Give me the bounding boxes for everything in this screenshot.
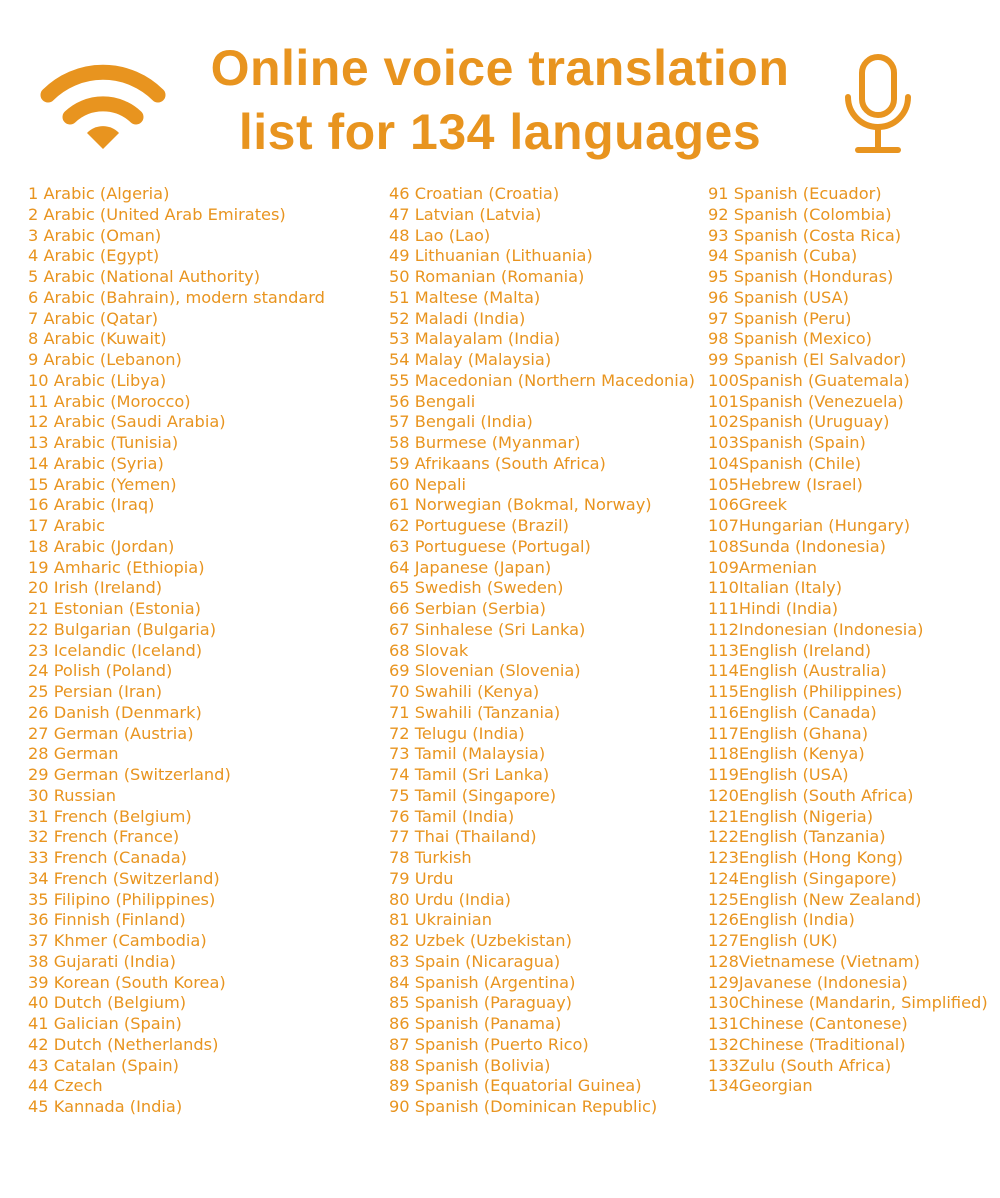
language-item: 38 Gujarati (India) (28, 951, 176, 971)
language-item: 73 Tamil (Malaysia) (389, 744, 546, 764)
language-item: 15 Arabic (Yemen) (28, 474, 177, 494)
page-title (140, 36, 860, 164)
language-item: 98 Spanish (Mexico) (708, 329, 872, 349)
language-item: 85 Spanish (Paraguay) (389, 993, 573, 1013)
language-item: 2 Arabic (United Arab Emirates) (28, 204, 286, 224)
language-item: 122English (Tanzania) (708, 827, 886, 847)
language-item: 46 Croatian (Croatia) (389, 184, 560, 203)
language-item: 132Chinese (Traditional) (708, 1034, 906, 1054)
title-line-1: Online voice translation (210, 40, 790, 96)
language-item: 88 Spanish (Bolivia) (389, 1055, 551, 1075)
language-item: 97 Spanish (Peru) (708, 308, 852, 328)
language-item: 77 Thai (Thailand) (389, 827, 537, 847)
language-item: 1 Arabic (Algeria) (28, 184, 170, 203)
language-item: 4 Arabic (Egypt) (28, 246, 160, 266)
language-item: 7 Arabic (Qatar) (28, 308, 159, 328)
language-item: 104Spanish (Chile) (708, 453, 862, 473)
microphone-icon (842, 52, 914, 157)
language-item: 3 Arabic (Oman) (28, 225, 162, 245)
language-item: 56 Bengali (389, 391, 476, 411)
language-item: 119English (USA) (708, 765, 849, 784)
language-item: 75 Tamil (Singapore) (389, 785, 557, 805)
language-item: 127English (UK) (708, 931, 838, 950)
language-item: 41 Galician (Spain) (28, 1014, 182, 1033)
language-item: 49 Lithuanian (Lithuania) (389, 246, 593, 266)
language-item: 68 Slovak (389, 640, 469, 660)
language-item: 29 German (Switzerland) (28, 765, 231, 784)
language-item: 129Javanese (Indonesia) (708, 972, 908, 992)
language-item: 30 Russian (28, 785, 117, 805)
language-item: 126English (India) (708, 910, 855, 930)
language-item: 51 Maltese (Malta) (389, 287, 541, 307)
language-item: 43 Catalan (Spain) (28, 1055, 179, 1075)
language-item: 34 French (Switzerland) (28, 868, 220, 888)
language-item: 33 French (Canada) (28, 848, 187, 867)
language-item: 102Spanish (Uruguay) (708, 412, 890, 432)
language-item: 69 Slovenian (Slovenia) (389, 661, 581, 681)
language-item: 28 German (28, 744, 119, 764)
language-item: 110Italian (Italy) (708, 578, 843, 598)
language-item: 115English (Philippines) (708, 682, 903, 701)
header (0, 0, 1000, 180)
title-line-2: list for 134 languages (238, 104, 762, 160)
language-item: 121English (Nigeria) (708, 806, 874, 826)
language-item: 92 Spanish (Colombia) (708, 204, 892, 224)
language-item: 107Hungarian (Hungary) (708, 516, 911, 535)
language-item: 74 Tamil (Sri Lanka) (389, 765, 550, 784)
language-item: 81 Ukrainian (389, 910, 492, 930)
language-item: 117English (Ghana) (708, 723, 869, 743)
language-item: 53 Malayalam (India) (389, 329, 561, 349)
language-item: 87 Spanish (Puerto Rico) (389, 1034, 589, 1054)
language-item: 106Greek (708, 495, 788, 515)
language-item: 13 Arabic (Tunisia) (28, 433, 179, 452)
language-item: 21 Estonian (Estonia) (28, 599, 201, 618)
language-item: 105Hebrew (Israel) (708, 474, 863, 494)
language-item: 113English (Ireland) (708, 640, 872, 660)
language-item: 95 Spanish (Honduras) (708, 267, 894, 286)
language-column-1 (28, 184, 325, 1118)
language-item: 89 Spanish (Equatorial Guinea) (389, 1076, 642, 1096)
language-item: 37 Khmer (Cambodia) (28, 931, 207, 950)
language-item: 67 Sinhalese (Sri Lanka) (389, 619, 586, 639)
language-item: 40 Dutch (Belgium) (28, 993, 187, 1013)
language-item: 112Indonesian (Indonesia) (708, 619, 924, 639)
language-item: 82 Uzbek (Uzbekistan) (389, 931, 572, 950)
language-item: 79 Urdu (389, 868, 454, 888)
language-item: 94 Spanish (Cuba) (708, 246, 858, 266)
language-item: 78 Turkish (389, 848, 472, 867)
language-item: 131Chinese (Cantonese) (708, 1014, 908, 1033)
language-item: 18 Arabic (Jordan) (28, 536, 175, 556)
language-item: 44 Czech (28, 1076, 103, 1096)
language-item: 91 Spanish (Ecuador) (708, 184, 882, 203)
language-item: 17 Arabic (28, 516, 106, 535)
language-item: 11 Arabic (Morocco) (28, 391, 191, 411)
language-item: 23 Icelandic (Iceland) (28, 640, 203, 660)
language-item: 57 Bengali (India) (389, 412, 533, 432)
language-item: 61 Norwegian (Bokmal, Norway) (389, 495, 652, 515)
language-item: 96 Spanish (USA) (708, 287, 849, 307)
language-item: 128Vietnamese (Vietnam) (708, 951, 920, 971)
language-item: 108Sunda (Indonesia) (708, 536, 886, 556)
language-item: 8 Arabic (Kuwait) (28, 329, 167, 349)
language-item: 39 Korean (South Korea) (28, 972, 226, 992)
language-item: 111Hindi (India) (708, 599, 839, 618)
language-item: 25 Persian (Iran) (28, 682, 163, 701)
language-item: 72 Telugu (India) (389, 723, 525, 743)
language-item: 14 Arabic (Syria) (28, 453, 164, 473)
language-item: 27 German (Austria) (28, 723, 194, 743)
language-item: 19 Amharic (Ethiopia) (28, 557, 205, 577)
language-item: 101Spanish (Venezuela) (708, 391, 904, 411)
language-item: 24 Polish (Poland) (28, 661, 173, 681)
language-item: 26 Danish (Denmark) (28, 702, 202, 722)
language-item: 84 Spanish (Argentina) (389, 972, 576, 992)
language-item: 52 Maladi (India) (389, 308, 526, 328)
language-item: 63 Portuguese (Portugal) (389, 536, 591, 556)
language-item: 62 Portuguese (Brazil) (389, 516, 569, 535)
language-item: 83 Spain (Nicaragua) (389, 951, 561, 971)
language-item: 6 Arabic (Bahrain), modern standard (28, 287, 325, 307)
language-item: 60 Nepali (389, 474, 467, 494)
language-item: 55 Macedonian (Northern Macedonia) (389, 370, 695, 390)
language-item: 50 Romanian (Romania) (389, 267, 585, 286)
language-item: 66 Serbian (Serbia) (389, 599, 546, 618)
language-item: 10 Arabic (Libya) (28, 370, 167, 390)
language-item: 134Georgian (708, 1076, 813, 1096)
language-item: 9 Arabic (Lebanon) (28, 350, 182, 369)
language-item: 93 Spanish (Costa Rica) (708, 225, 902, 245)
language-item: 116English (Canada) (708, 702, 877, 722)
language-item: 58 Burmese (Myanmar) (389, 433, 581, 452)
language-item: 103Spanish (Spain) (708, 433, 866, 452)
language-item: 130Chinese (Mandarin, Simplified) (708, 993, 988, 1013)
language-item: 12 Arabic (Saudi Arabia) (28, 412, 226, 432)
language-item: 32 French (France) (28, 827, 180, 847)
language-item: 71 Swahili (Tanzania) (389, 702, 561, 722)
language-item: 100Spanish (Guatemala) (708, 370, 910, 390)
language-item: 133Zulu (South Africa) (708, 1055, 892, 1075)
language-item: 109Armenian (708, 557, 818, 577)
language-item: 35 Filipino (Philippines) (28, 889, 216, 909)
language-item: 76 Tamil (India) (389, 806, 515, 826)
language-item: 65 Swedish (Sweden) (389, 578, 564, 598)
language-item: 64 Japanese (Japan) (389, 557, 552, 577)
language-item: 42 Dutch (Netherlands) (28, 1034, 219, 1054)
language-item: 16 Arabic (Iraq) (28, 495, 155, 515)
language-column-2 (389, 184, 695, 1118)
language-item: 20 Irish (Ireland) (28, 578, 163, 598)
language-item: 36 Finnish (Finland) (28, 910, 186, 930)
language-item: 120English (South Africa) (708, 785, 914, 805)
language-item: 47 Latvian (Latvia) (389, 204, 542, 224)
language-item: 99 Spanish (El Salvador) (708, 350, 907, 369)
language-item: 22 Bulgarian (Bulgaria) (28, 619, 217, 639)
language-item: 123English (Hong Kong) (708, 848, 904, 867)
language-item: 31 French (Belgium) (28, 806, 192, 826)
language-item: 80 Urdu (India) (389, 889, 511, 909)
language-item: 54 Malay (Malaysia) (389, 350, 552, 369)
language-item: 5 Arabic (National Authority) (28, 267, 261, 286)
language-item: 118English (Kenya) (708, 744, 865, 764)
language-item: 45 Kannada (India) (28, 1097, 183, 1116)
language-column-3 (708, 184, 988, 1097)
language-item: 70 Swahili (Kenya) (389, 682, 540, 701)
language-item: 48 Lao (Lao) (389, 225, 491, 245)
language-item: 59 Afrikaans (South Africa) (389, 453, 606, 473)
language-item: 124English (Singapore) (708, 868, 897, 888)
language-item: 90 Spanish (Dominican Republic) (389, 1097, 658, 1116)
language-item: 114English (Australia) (708, 661, 887, 681)
language-item: 86 Spanish (Panama) (389, 1014, 562, 1033)
language-item: 125English (New Zealand) (708, 889, 922, 909)
